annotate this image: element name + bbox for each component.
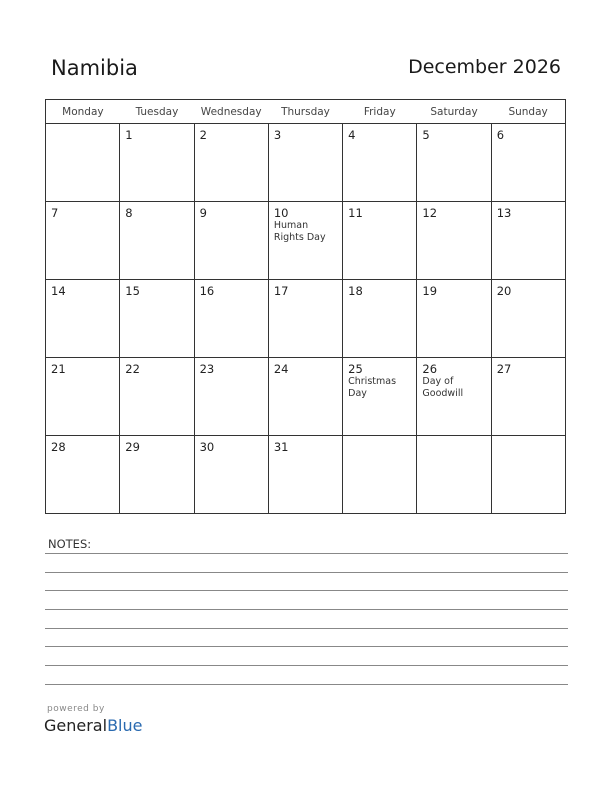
calendar-day-cell[interactable] [268, 202, 342, 280]
calendar-day-cell[interactable] [46, 436, 120, 514]
calendar-week-row [46, 124, 566, 202]
day-number: 1 [125, 128, 133, 142]
notes-line [45, 590, 568, 591]
notes-line [45, 553, 568, 554]
day-number: 31 [273, 440, 289, 454]
day-number: 27 [496, 362, 512, 376]
calendar-day-cell[interactable] [46, 358, 120, 436]
notes-line [45, 628, 568, 629]
day-number: 30 [199, 440, 215, 454]
weekday-thursday: Thursday [268, 100, 342, 124]
powered-by-text: powered by [47, 704, 105, 714]
day-number: 3 [273, 128, 282, 142]
day-number: 22 [125, 362, 140, 376]
notes-line [45, 572, 568, 573]
holiday-label: Day of Goodwill [422, 376, 464, 399]
day-number: 11 [348, 206, 363, 220]
day-number: 8 [125, 206, 133, 220]
weekday-saturday: Saturday [417, 100, 491, 124]
brand-general: General [44, 716, 108, 735]
day-number: 6 [496, 128, 505, 142]
day-number: 15 [125, 284, 140, 298]
day-number: 28 [51, 440, 66, 454]
brand-logo[interactable] [44, 716, 142, 735]
calendar-day-cell[interactable] [491, 436, 565, 514]
day-number: 16 [199, 284, 215, 298]
day-number: 21 [51, 362, 66, 376]
day-number: 14 [51, 284, 66, 298]
calendar-day-cell[interactable] [120, 280, 194, 358]
calendar-day-cell[interactable] [268, 124, 342, 202]
weekday-tuesday: Tuesday [120, 100, 194, 124]
calendar-day-cell[interactable] [120, 358, 194, 436]
day-number: 5 [422, 128, 430, 142]
calendar-week-row [46, 358, 566, 436]
calendar-week-row [46, 280, 566, 358]
calendar-day-cell[interactable] [268, 358, 342, 436]
calendar-day-cell[interactable] [417, 358, 491, 436]
day-number: 19 [422, 284, 438, 298]
day-number: 24 [273, 362, 289, 376]
calendar-day-cell[interactable] [46, 202, 120, 280]
country-title: Namibia [51, 56, 138, 80]
brand-blue: Blue [107, 716, 143, 735]
calendar-day-cell[interactable] [120, 202, 194, 280]
day-number: 7 [51, 206, 59, 220]
weekday-monday: Monday [46, 100, 120, 124]
day-number: 25 [348, 362, 363, 376]
calendar-day-cell[interactable] [194, 202, 268, 280]
calendar-day-cell[interactable] [343, 436, 417, 514]
notes-line [45, 665, 568, 666]
calendar-day-cell[interactable] [417, 280, 491, 358]
calendar-week-row [46, 202, 566, 280]
weekday-header-row [46, 100, 566, 124]
calendar-grid [45, 99, 566, 514]
calendar-day-cell[interactable] [194, 358, 268, 436]
calendar-day-cell[interactable] [417, 124, 491, 202]
weekday-wednesday: Wednesday [194, 100, 268, 124]
calendar-day-cell[interactable] [194, 436, 268, 514]
calendar-day-cell[interactable] [46, 280, 120, 358]
notes-label: NOTES: [48, 537, 92, 551]
notes-line [45, 609, 568, 610]
calendar-day-cell[interactable] [46, 124, 120, 202]
day-number: 9 [199, 206, 207, 220]
day-number: 12 [422, 206, 438, 220]
notes-line [45, 684, 568, 685]
calendar-day-cell[interactable] [343, 358, 417, 436]
day-number: 4 [348, 128, 356, 142]
month-title: December 2026 [408, 56, 561, 78]
day-number: 23 [199, 362, 215, 376]
calendar-day-cell[interactable] [417, 436, 491, 514]
holiday-label: Christmas Day [348, 376, 397, 399]
day-number: 29 [125, 440, 140, 454]
day-number: 26 [422, 362, 438, 376]
calendar-day-cell[interactable] [120, 124, 194, 202]
calendar-day-cell[interactable] [194, 124, 268, 202]
weekday-friday: Friday [343, 100, 417, 124]
calendar-day-cell[interactable] [268, 436, 342, 514]
calendar-week-row [46, 436, 566, 514]
day-number: 10 [273, 206, 289, 220]
calendar-day-cell[interactable] [491, 280, 565, 358]
calendar-day-cell[interactable] [491, 358, 565, 436]
calendar-day-cell[interactable] [194, 280, 268, 358]
calendar-day-cell[interactable] [417, 202, 491, 280]
day-number: 2 [199, 128, 207, 142]
calendar-day-cell[interactable] [268, 280, 342, 358]
holiday-label: Human Rights Day [273, 220, 326, 243]
weekday-sunday: Sunday [491, 100, 565, 124]
day-number: 17 [273, 284, 289, 298]
day-number: 20 [496, 284, 512, 298]
calendar-day-cell[interactable] [120, 436, 194, 514]
day-number: 18 [348, 284, 363, 298]
calendar-day-cell[interactable] [343, 124, 417, 202]
calendar-day-cell[interactable] [343, 202, 417, 280]
notes-line [45, 646, 568, 647]
calendar-day-cell[interactable] [343, 280, 417, 358]
calendar-day-cell[interactable] [491, 124, 565, 202]
calendar-day-cell[interactable] [491, 202, 565, 280]
day-number: 13 [496, 206, 512, 220]
